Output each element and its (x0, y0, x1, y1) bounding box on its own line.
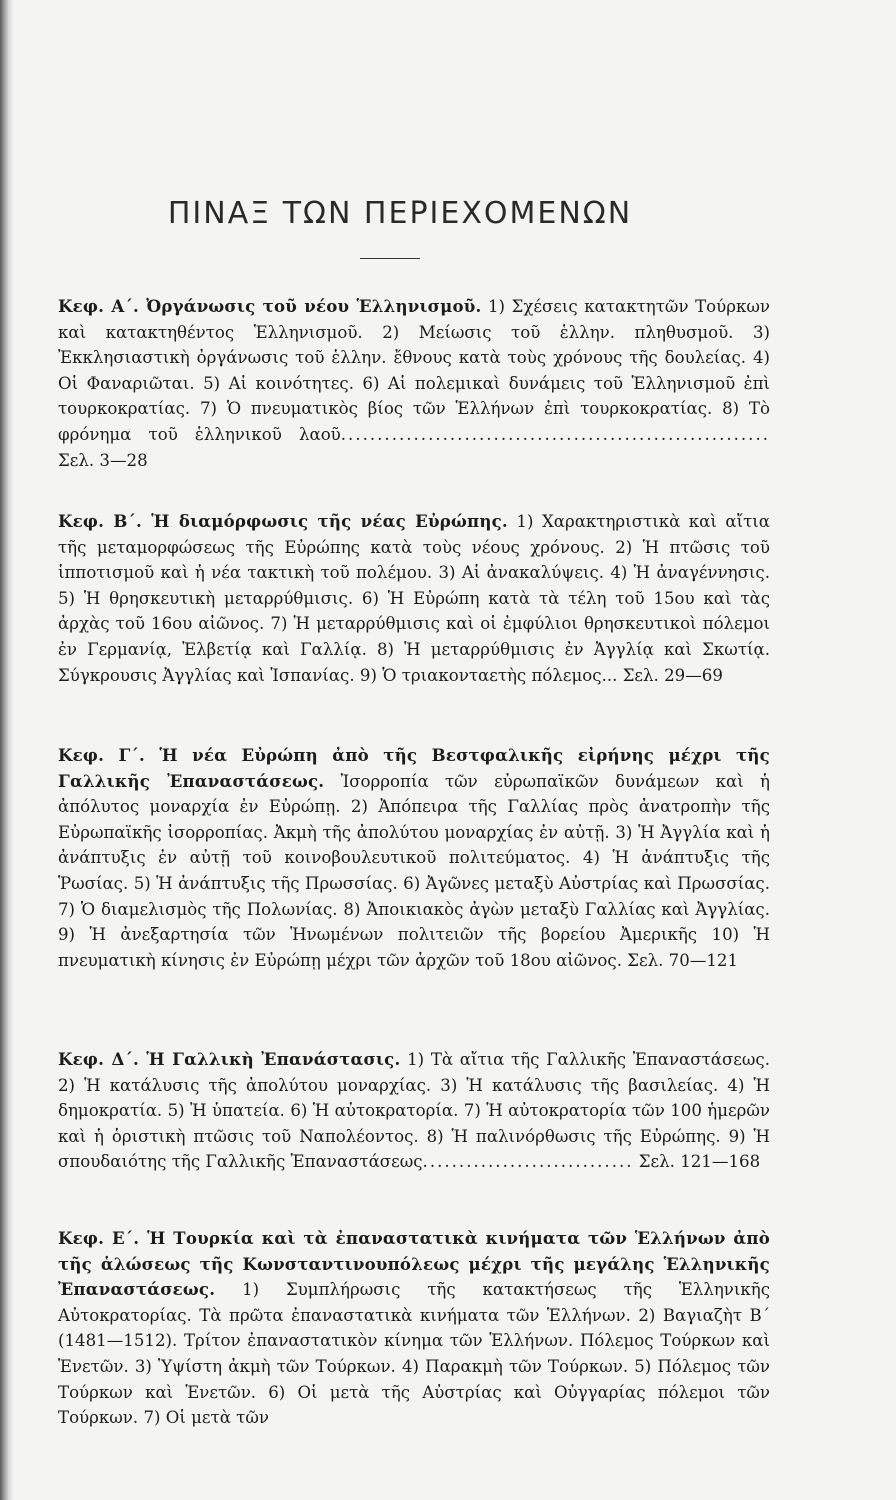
page-binding-edge (0, 0, 14, 1500)
page-title: ΠΙΝΑΞ ΤΩΝ ΠΕΡΙΕΧΟΜΕΝΩΝ (167, 196, 633, 231)
page-range: Σελ. 121—168 (638, 1152, 761, 1172)
chapter-heading: Κεφ. Γ΄. Ἡ νέα Εὐρώπη ἀπὸ τῆς Βεστφαλικῆς εἰρήνης μέχρι τῆς Γαλλικῆς Ἐπαναστάσεως. (58, 745, 770, 791)
dot-leader: ........................................................... (340, 424, 770, 444)
chapter-contents: 1) Σχέσεις κατακτητῶν Τούρκων καὶ κατακτηθέντος Ἑλληνισμοῦ. 2) Μείωσις τοῦ ἑλλην. πληθυσμοῦ. 3) Ἐκκλησιαστικὴ ὀργάνωσις τοῦ ἑλλην. ἔθνους κατὰ τοὺς χρόνους τῆς δουλείας. 4) Οἱ Φαναριῶται. 5) Αἱ κοινότητες. 6) Αἱ πολεμικαὶ δυνάμεις τοῦ Ἑλληνισμοῦ ἐπὶ τουρκοκρατίας. 7) Ὁ πνευματικὸς βίος τῶν Ἑλλήνων ἐπὶ τουρκοκρατίας. 8) Τὸ φρόνημα τοῦ ἑλληνικοῦ λαοῦ (58, 297, 770, 444)
title-divider (360, 258, 420, 259)
dot-leader: ............................. (422, 1152, 634, 1172)
chapter-contents: 1) Συμπλήρωσις τῆς κατακτήσεως τῆς Ἑλληνικῆς Αὐτοκρατορίας. Τὰ πρῶτα ἐπαναστατικὰ κινήματα τῶν Ἑλλήνων. 2) Βαγιαζὴτ Β΄ (1481—1512). Τρίτον ἐπαναστατικὸν κίνημα τῶν Ἑλλήνων. Πόλεμος Τούρκων καὶ Ἑνετῶν. 3) Ὑψίστη ἀκμὴ τῶν Τούρκων. 4) Παρακμὴ τῶν Τούρκων. 5) Πόλεμος τῶν Τούρκων καὶ Ἑνετῶν. 6) Οἱ μετὰ τῆς Αὐστρίας καὶ Οὐγγαρίας πόλεμοι τῶν Τούρκων. 7) Οἱ μετὰ τῶν (58, 1280, 770, 1428)
chapter-entry-4 (58, 1047, 770, 1175)
chapter-contents: Ἰσορροπία τῶν εὐρωπαϊκῶν δυνάμεων καὶ ἡ ἀπόλυτος μοναρχία ἐν Εὐρώπῃ. 2) Ἀπόπειρα τῆς Γαλλίας πρὸς ἀνατροπὴν τῆς Εὐρωπαϊκῆς ἰσορροπίας. Ἀκμὴ τῆς ἀπολύτου μοναρχίας ἐν αὐτῇ. 3) Ἡ Ἀγγλία καὶ ἡ ἀνάπτυξις ἐν αὐτῇ τοῦ κοινοβουλευτικοῦ πολιτεύματος. 4) Ἡ ἀνάπτυξις τῆς Ῥωσίας. 5) Ἡ ἀνάπτυξις τῆς Πρωσσίας. 6) Ἀγῶνες μεταξὺ Αὐστρίας καὶ Πρωσσίας. 7) Ὁ διαμελισμὸς τῆς Πολωνίας. 8) Ἀποικιακὸς ἀγὼν μεταξὺ Γαλλίας καὶ Ἀγγλίας. 9) Ἡ ἀνεξαρτησία τῶν Ἡνωμένων πολιτειῶν τῆς βορείου Ἀμερικῆς 10) Ἡ πνευματικὴ κίνησις ἐν Εὐρώπῃ μέχρι τῶν ἀρχῶν τοῦ 18ου αἰῶνος. (58, 771, 770, 970)
chapter-heading: Κεφ. Α΄. Ὀργάνωσις τοῦ νέου Ἑλληνισμοῦ. (58, 296, 482, 316)
chapter-heading: Κεφ. Δ΄. Ἡ Γαλλικὴ Ἐπανάστασις. (58, 1049, 401, 1069)
chapter-entry-1 (58, 294, 770, 473)
page-range: Σελ. 29—69 (622, 665, 723, 685)
chapter-contents: 1) Τὰ αἴτια τῆς Γαλλικῆς Ἐπαναστάσεως. 2) Ἡ κατάλυσις τῆς ἀπολύτου μοναρχίας. 3) Ἡ κατάλυσις τῆς βασιλείας. 4) Ἡ δημοκρατία. 5) Ἡ ὑπατεία. 6) Ἡ αὐτοκρατορία. 7) Ἡ αὐτοκρατορία τῶν 100 ἡμερῶν καὶ ἡ ὁριστικὴ πτῶσις τοῦ Ναπολέοντος. 8) Ἡ παλινόρθωσις τῆς Εὐρώπης. 9) Ἡ σπουδαιότης τῆς Γαλλικῆς Ἐπαναστάσεως (58, 1050, 770, 1172)
chapter-heading: Κεφ. Ε΄. Ἡ Τουρκία καὶ τὰ ἐπαναστατικὰ κινήματα τῶν Ἑλλήνων ἀπὸ τῆς ἁλώσεως τῆς Κωνσταντινουπόλεως μέχρι τῆς μεγάλης Ἑλληνικῆς Ἐπαναστάσεως. (58, 1228, 770, 1300)
chapter-contents: 1) Χαρακτηριστικὰ καὶ αἴτια τῆς μεταμορφώσεως τῆς Εὐρώπης κατὰ τοὺς νέους χρόνους. 2) Ἡ πτῶσις τοῦ ἱπποτισμοῦ καὶ ἡ νέα τακτικὴ τοῦ πολέμου. 3) Αἱ ἀνακαλύψεις. 4) Ἡ ἀναγέννησις. 5) Ἡ θρησκευτικὴ μεταρρύθμισις. 6) Ἡ Εὐρώπη κατὰ τὰ τέλη τοῦ 15ου καὶ τὰς ἀρχὰς τοῦ 16ου αἰῶνος. 7) Ἡ μεταρρύθμισις καὶ οἱ ἐμφύλιοι θρησκευτικοὶ πόλεμοι ἐν Γερμανίᾳ, Ἑλβετίᾳ καὶ Γαλλίᾳ. 8) Ἡ μεταρρύθμισις ἐν Ἀγγλίᾳ καὶ Σκωτίᾳ. Σύγκρουσις Ἀγγλίας καὶ Ἱσπανίας. 9) Ὁ τριακονταετὴς πόλεμος... (58, 512, 770, 685)
chapter-entry-5 (58, 1226, 770, 1431)
page-range: Σελ. 70—121 (627, 950, 739, 970)
chapter-entry-2 (58, 509, 770, 688)
chapter-entry-3 (58, 743, 770, 973)
page-range: Σελ. 3—28 (58, 450, 148, 470)
chapter-heading: Κεφ. Β΄. Ἡ διαμόρφωσις τῆς νέας Εὐρώπης. (58, 511, 508, 531)
